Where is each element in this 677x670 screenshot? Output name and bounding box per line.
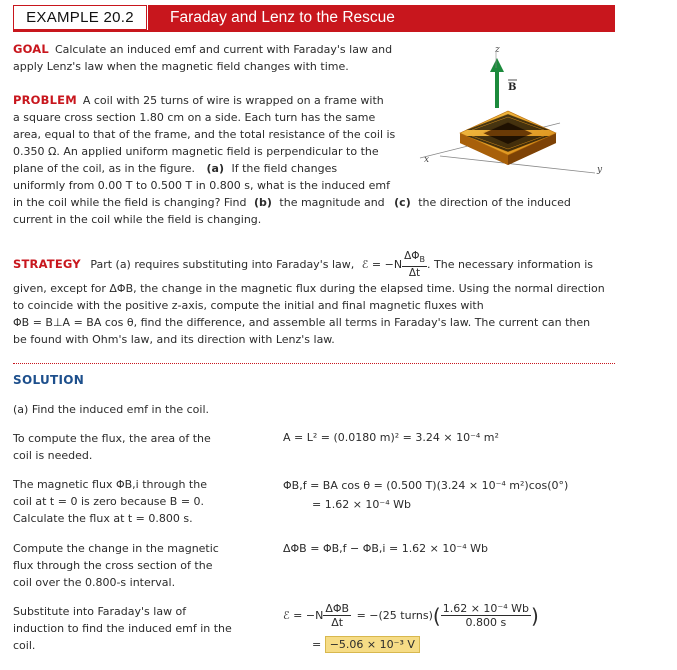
step4-num2: 1.62 × 10⁻⁴ Wb: [442, 602, 529, 615]
step4-den: Δt: [331, 616, 344, 629]
y-axis-label: y: [597, 165, 603, 175]
goal-label: GOAL: [13, 42, 49, 56]
step4-line1: Substitute into Faraday's law of: [13, 605, 187, 618]
step4-den2: 0.800 s: [465, 616, 507, 629]
step3-line1: Compute the change in the magnetic: [13, 542, 219, 555]
step3-equation: ΔΦB = ΦB,f − ΦB,i = 1.62 × 10⁻⁴ Wb: [283, 542, 488, 555]
problem-line7a: in the coil while the field is changing? Find: [13, 196, 247, 209]
problem-line1: A coil with 25 turns of wire is wrapped on a frame with: [82, 94, 384, 107]
strategy-fraction-num-sub: B: [419, 255, 426, 265]
step4-text: [13, 603, 263, 654]
solution-title: SOLUTION: [13, 373, 85, 387]
step4-lhs: ℰ = −N: [283, 609, 324, 622]
step4-line2: induction to find the induced emf in the: [13, 622, 232, 635]
step3-line3: coil over the 0.800-s interval.: [13, 576, 176, 589]
strategy-line5: be found with Ohm's law, and its direction with Lenz's law.: [13, 333, 335, 347]
strategy-fraction-den: Δt: [408, 267, 421, 280]
step2-equation-1: ΦB,f = BA cos θ = (0.500 T)(3.24 × 10⁻⁴ m²)cos(0°): [283, 479, 569, 492]
example-label: EXAMPLE 20.2: [13, 5, 147, 30]
part-a-marker: (a): [206, 162, 224, 175]
strategy-line1b: . The necessary information is: [427, 258, 594, 272]
coil-figure: [410, 38, 620, 188]
problem-paragraph: [13, 92, 571, 228]
problem-line5b: If the field changes: [231, 162, 338, 175]
step4-fraction-2: [441, 603, 531, 629]
strategy-faraday-lhs: ℰ = −N: [361, 258, 403, 272]
header-rule: [13, 30, 615, 32]
goal-line1: Calculate an induced emf and current with Faraday's law and: [54, 43, 393, 56]
step4-paren-open: (: [432, 604, 441, 628]
problem-line4: 0.350 Ω. An applied uniform magnetic field is perpendicular to the: [13, 145, 379, 158]
step4-equals: =: [312, 638, 322, 651]
step1-line2: coil is needed.: [13, 449, 93, 462]
x-axis-label: x: [424, 155, 430, 165]
strategy-line3: to coincide with the positive z-axis, compute the initial and final magnetic fluxes with: [13, 299, 484, 313]
strategy-label: STRATEGY: [13, 257, 81, 272]
step4-result-highlight: −5.06 × 10⁻³ V: [325, 636, 420, 653]
strategy-paragraph: [13, 250, 613, 348]
part-b-marker: (b): [253, 196, 272, 209]
problem-label: PROBLEM: [13, 93, 77, 107]
step2-line1: The magnetic flux ΦB,i through the: [13, 478, 207, 491]
strategy-line1a: Part (a) requires substituting into Faraday's law,: [90, 258, 355, 272]
strategy-faraday-fraction: [402, 250, 427, 280]
problem-line5a: plane of the coil, as in the figure.: [13, 162, 196, 175]
step4-num: ΔΦB: [325, 602, 350, 615]
step2-text: [13, 476, 263, 527]
step3-line2: flux through the cross section of the: [13, 559, 213, 572]
step4-fraction-1: [323, 603, 351, 629]
z-axis-label: z: [495, 45, 500, 55]
step2-line2: coil at t = 0 is zero because B = 0.: [13, 495, 205, 508]
problem-line6: uniformly from 0.00 T to 0.500 T in 0.800 s, what is the induced emf: [13, 179, 390, 192]
problem-line7b: the magnitude and: [279, 196, 385, 209]
step4-equation-1: [283, 603, 539, 629]
step3-text: [13, 540, 263, 591]
step1-text: [13, 430, 263, 464]
part-a-heading: (a) Find the induced emf in the coil.: [13, 403, 209, 416]
field-label: B: [508, 82, 517, 93]
strategy-line2: given, except for ΔΦB, the change in the magnetic flux during the elapsed time. Using the normal direction: [13, 282, 605, 296]
part-c-marker: (c): [394, 196, 411, 209]
problem-line7c: the direction of the induced: [418, 196, 571, 209]
strategy-fraction-num: ΔΦ: [404, 250, 420, 262]
problem-line2: a square cross section 1.80 cm on a side. Each turn has the same: [13, 111, 376, 124]
step4-paren-close: ): [530, 604, 539, 628]
step4-line3: coil.: [13, 639, 36, 652]
step1-equation: A = L² = (0.0180 m)² = 3.24 × 10⁻⁴ m²: [283, 431, 499, 444]
step1-line1: To compute the flux, the area of the: [13, 432, 211, 445]
step4-mid: = −(25 turns): [356, 609, 433, 622]
step2-equation-2: = 1.62 × 10⁻⁴ Wb: [312, 498, 411, 511]
goal-line2: apply Lenz's law when the magnetic field changes with time.: [13, 60, 349, 73]
step2-line3: Calculate the flux at t = 0.800 s.: [13, 512, 193, 525]
step4-equation-2: [312, 638, 420, 651]
problem-line3: area, equal to that of the frame, and the total resistance of the coil is: [13, 128, 396, 141]
strategy-line4: ΦB = B⊥A = BA cos θ, find the difference, and assemble all terms in Faraday's law. The current can then: [13, 316, 591, 330]
problem-line8: current in the coil while the field is changing.: [13, 213, 262, 226]
field-arrow-head: [490, 58, 504, 72]
example-title: Faraday and Lenz to the Rescue: [148, 5, 615, 30]
goal-paragraph: [13, 41, 433, 75]
section-divider: [13, 363, 615, 364]
